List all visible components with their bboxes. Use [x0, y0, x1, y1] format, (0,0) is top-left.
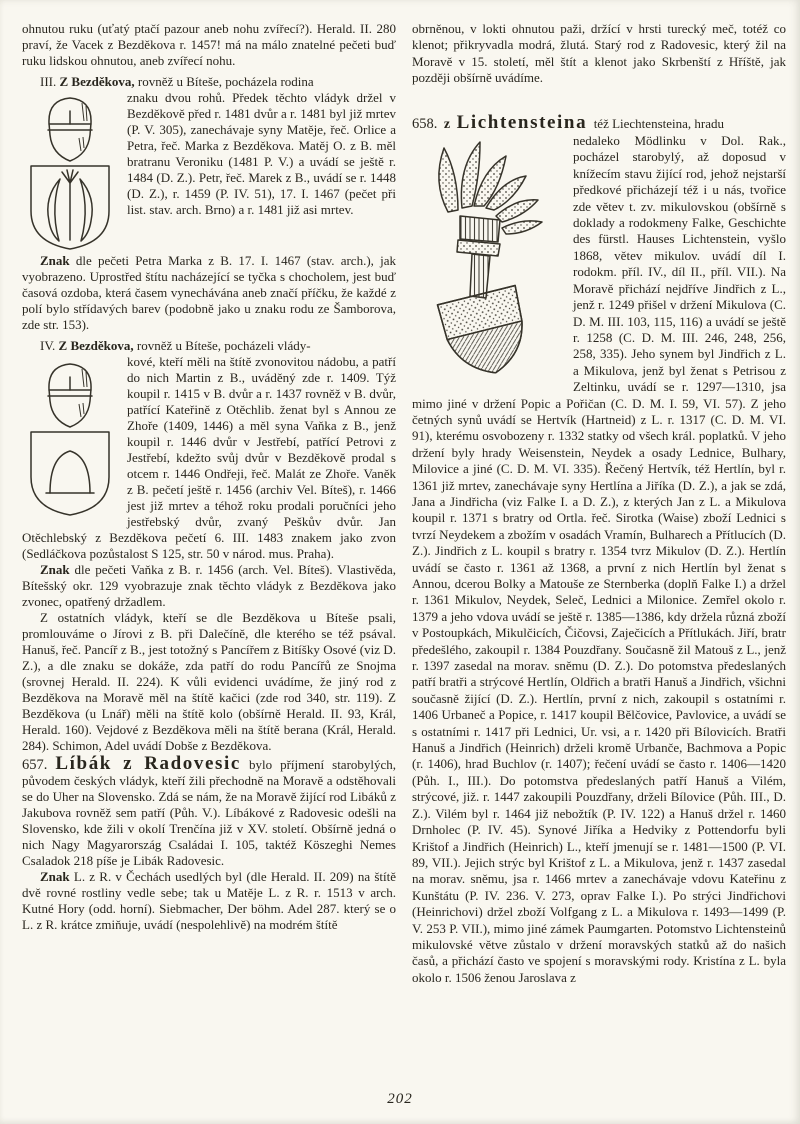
other-vladyky-paragraph: Z ostatních vládyk, kteří se dle Bezděkova u Bíteše psali, promlouváme o Jírovi z B. při Dalečíně, dle kterého se též psával. Hanuš, řeč. Pancíř z B., jest totožný s Pancířem z Bitíšky Osové (viz D. Z.), a dle znaku se dokáže, zda patří do rodu Pancířů ze Snojma (srovnej Herald. II. 224). K vůli evidenci uvádíme, že jiný rod z Bezděkova na Moravě měl na štítě kačici (zde rod 340, str. 119). Z Bezděkova (u Lnář) měli na štítě kolo (obšírně Herald. II. 93, Král, Herald. 160). Vejdové z Bezděkova měli na štítě berana (Král, Herald. 284). Schimon, Adel uvádí Dobše z Bezděkova. [22, 610, 396, 753]
page-number: 202 [387, 1091, 413, 1107]
znak-657-paragraph: Znak L. z R. v Čechách usedlých byl (dle Herald. II. 209) na štítě dvě rovné rostliny vedle sebe; tak u Matěje L. z R. r. 1513 v arch. Kutné Hory (odd. horní). Siebmacher, Der böhm. Adel 287. který se o L. z R. krátce zmiňuje, uvádí (nespolehlivě) na modrém štítě [22, 869, 397, 932]
section-658-lead: též Liechtensteina, hradu [593, 115, 724, 131]
section-iv [22, 338, 396, 562]
section-iv-name: Z Bezděkova, [58, 338, 134, 353]
section-iv-body: kové, kteří měli na štítě zvonovitou nádobu, a patří do nich Martin z B., uváděný zde r. 1409. Týž koupil r. 1415 v B. dvůr a r. 1437 rovněž v B. dvůr, patřící Kateřině z Otěchlib. ženat byl s Annou ze Zhoře (1409, 1446) a měl syna Vaňka z B., jenž koupil r. 1446 dvůr v Jestřebí, patřící Petrovi z Jestřebí, kdežto svůj dvůr v Bezděkově prodal s otcem r. 1446 Ondřeji, řeč. Malát ze Zhoře. Vaněk z B. pečetí ještě r. 1456 (archiv Vel. Bíteš), r. 1466 jest již mrtev a téhož roku prodali poručníci jeho jestřebský dvůr, zvaný Peškův dvůr. Jan Otěchlebský z Bezděkova pečetí 6. III. 1483 znakem jako zvon (Sedláčkova pozůstalost S 125, str. 50 v národ. mus. Praha). [22, 354, 396, 561]
znak-label: Znak [40, 562, 70, 577]
section-657-paragraph [22, 754, 396, 869]
znak-label: Znak [40, 869, 70, 884]
section-iv-lead: rovněž u Bíteše, pocházeli vlády- [136, 338, 311, 353]
section-iii-numeral: III. [40, 74, 57, 89]
right-column [412, 21, 786, 986]
lichtenstein-crest-illustration [414, 136, 562, 380]
section-657-body: bylo příjmení starobylých, původem českých vládyk, kteří žili přechodně na Moravě a odstěhovali se do Uher na Slovensko. Zdá se nám, že na Moravě žijící rod Libáků z Jakubova rovněž sem patří (Půh. V.). Líbákové z Radovesic odešli na Slovensko, kde žili v okolí Trenčína již v XV. století. Obšírně jedná o nich Nagy Magyarország Családai I. 105, taktéž Köszeghi Nemes Csaladok 218 píše je Libák Radovesic. [22, 757, 397, 868]
two-horns-crest-illustration [24, 93, 116, 251]
section-iii-heading [22, 74, 396, 90]
section-658-name: Lichtensteina [456, 111, 588, 133]
section-iv-numeral: IV. [40, 338, 56, 353]
section-iii-flow [22, 90, 396, 253]
continuation-paragraph: obrněnou, v lokti ohnutou paži, držící v hrsti turecký meč, totéž co klenot; přikryvadla modrá, žlutá. Starý rod z Radovesic, který žil na Moravě v 15. století, měl štít a klenot jako Skrbenští z Hříště, jak později obšírně uvádíme. [412, 21, 786, 86]
section-657-name: Líbák z Radovesic [55, 753, 241, 774]
section-iii-name: Z Bezděkova, [59, 74, 135, 89]
section-658 [412, 113, 786, 987]
section-iii-lead: rovněž u Bíteše, pocházela rodina [137, 74, 314, 89]
continuation-paragraph: ohnutou ruku (uťatý ptačí pazour aneb nohu zvířecí?). Herald. II. 280 praví, že Vacek z Bezděkova r. 1457! má na málo znatelné pečeti buď ruku lidskou ohnutou, aneb zvířecí nohu. [22, 21, 396, 68]
section-iv-flow [22, 354, 396, 562]
section-iv-heading [22, 338, 396, 354]
section-658-body: nedaleko Mödlinku v Dol. Rak., pocházel starobylý, až doposud v knížecím stavu žijící rod, jehož nejstarší předkové přicházejí též i u nás, tvořice zde větev t. zv. mikulovskou (obšírně s doklady a rodokmeny Falke, Geschichte des fürstl. Hauses Lichtenstein, vyšlo 1868, větev mikulov. uvádí díl I. rodokm. příl. IV., díl II., příl. VII.). Na Moravě přichází nejdříve Jindřich z L., jenž r. 1249 přišel v držení Mikulova (C. D. M. III. 103, 115, 116) a uvádí se ještě r. 1258 (C. D. M. III. 246, 248, 256, 258, 335). Jeho synem byl Jindřich z L. a Mikulova, jenž byl ženat s Petrisou z Zeltinku, uvádí se r. 1297—1310, jsa mimo jiné v držení Popic a Pořičan (C. D. M. I. 59, VI. 57). Z jeho četných synů uvádí se Hertvík (Hartneid) z L. r. 1317 (C. D. M. VI. 91), kterému osvobozeny r. 1332 statky od všech král. poplatků. V jeho držení byly hrady Weisenstein, Neydek a osady Lednice, Bulhary, Milovice a jiné (C. D. M. VI. 335). Řečený Hertvík, též Hertlín, byl r. 1361 již mrtev, zanechávaje syny Hertlína a Jiříka (D. Z.), a jak se zdá, Jana a Jindřicha (viz Falke I. a D. Z.), z kterých Jan z L. a Mikulova koupil r. 1371 s bratry od Ortla. řeč. Sirotka (Waise) zboží Lednici s tvrzí Neydekem a zbožím v osadách Vramín, Bulharech a Přítlucích (D. Z.). Jindřich z L. koupil s bratry r. 1354 tvrz Mikulov (D. Z.). Hertlín uvádí se často r. 1361 až 1368, a první z nich Hertlín byl ženat s Annou, dcerou Bolky a Matouše ze Sternberka (doplň Falke I.) a držel r. 1361 Mikulov, Neydek, Seleč, Lednici a Milonice. Zemřel okolo r. 1379 a jeho vdova uvádí se ještě r. 1385—1386, kdy držela různá zboží v Postoupkách, Mikulčicích, Čičovsi, Zaječicích a Přítlukách. Jiří, bratr předešlého, zakoupil r. 1384 Pouzdřany. Současně žil Matouš z L., jenž r. 1397 zasedal na morav. sněmu (D. Z.). Do potomstva předeslaných patří bratři a strýcové Hertlín, Oldřich a bratři Hanuš a Jindřich, všichni současně žijící (D. Z.). Hertlín, první z nich, zakoupil s ostatními r. 1406 Urbaneč a Popice, r. 1417 koupil Bělčovice, Pavlovice, a uvádí se s ostatními r. 1417 při Lednici, Ur. vsi, a r. 1420 při Bílovicích. Bratři Hanuš a Jindřich (Heinrich) drželi kromě Urbanče, Bachmova a Popic (r. 1406), hrad Buchlov (r. 1407); řečení uvádí se často r. 1406—1420 (Půh. I., III.). Do potomstva předeslaných patří Hanuš a Vilém, strýcové, již. r. 1447 zakoupili Pouzdřany, drželi Bílovice (Půh. III., D. Z.). Vilém byl r. 1464 již nebožtík (P. IV. 122) a Hanuš držel r. 1460 Drnholec (P. IV. 45). Synové Jiříka a Hedviky z Pottendorfu byli Krištof a Jindřich (Heinrich) L., kteří jmenují se r. 1481—1500 (P. VI. 89, VII.). Jejich strýc byl Krištof z L. a Mikulova, jenž r. 1437 zasedal na morav. sněmu, jsa r. 1466 mrtev a zanechávaje vdovu Kateřinu z Kunštátu (P. IV. 236. V. 273, oprav Falke I.). Po strýci Jindřichovi (Heinrichovi) držel zboží Volfgang z L. a Mikulova r. 1493—1499 (P. V. 253 P. VII.), mimo jiné zámek Paumgarten. Potomstvo Lichtensteinů mikulovské větve zůstalo v držení moravských statků až do našich časů, a přichází často ve spojení s moravskými rody. Kristína z L. byla okolo r. 1506 ženou Jaroslava z [412, 133, 786, 985]
section-658-flow [412, 133, 786, 986]
znak-label: Znak [40, 253, 70, 268]
section-iii [22, 74, 396, 253]
znak-iv-paragraph: Znak dle pečeti Vaňka z B. r. 1456 (arch. Vel. Bíteš). Vlastivěda, Bítešský okr. 129 vyobrazuje znak těchto vládyk z Bezděkova jako zvonec, opatřený držadlem. [22, 562, 396, 609]
section-657-number: 657. [22, 757, 48, 773]
znak-iii-paragraph: Znak dle pečeti Petra Marka z B. 17. I. 1467 (stav. arch.), jak vyobrazeno. Uprostřed štítu nacházející se tyčka s chocholem, jest buď časová ozdoba, která časem vynechávána aneb značí příčku, že každé z polí bylo střídavých barev (podobně jako u znaku rodu ze Šamborova, zde str. 153). [22, 253, 396, 332]
section-658-number: 658. [412, 115, 438, 132]
section-658-heading [412, 113, 786, 133]
section-iii-body: znaku dvou rohů. Předek těchto vládyk držel v Bezděkově před r. 1481 dvůr a r. 1481 byl již mrtev (P. V. 305), zanechávaje syny Matěje, řeč. Orlice a Petra, řeč. Marka z Bezděkova. Matěj O. z B. měl bratranu Veroniku (1481 P. V.) a uvádí se ještě r. 1484 (D. Z.). Petr, řeč. Marek z B., uvádí se r. 1448 (D. Z.), r. 1459 (P. IV. 51), 17. I. 1467 (pečet při list. stav. arch. Brno) a r. 1481 již asi mrtev. [127, 90, 396, 217]
bell-crest-illustration [24, 357, 116, 517]
section-658-prefix: z [443, 116, 451, 132]
left-column [22, 21, 396, 986]
